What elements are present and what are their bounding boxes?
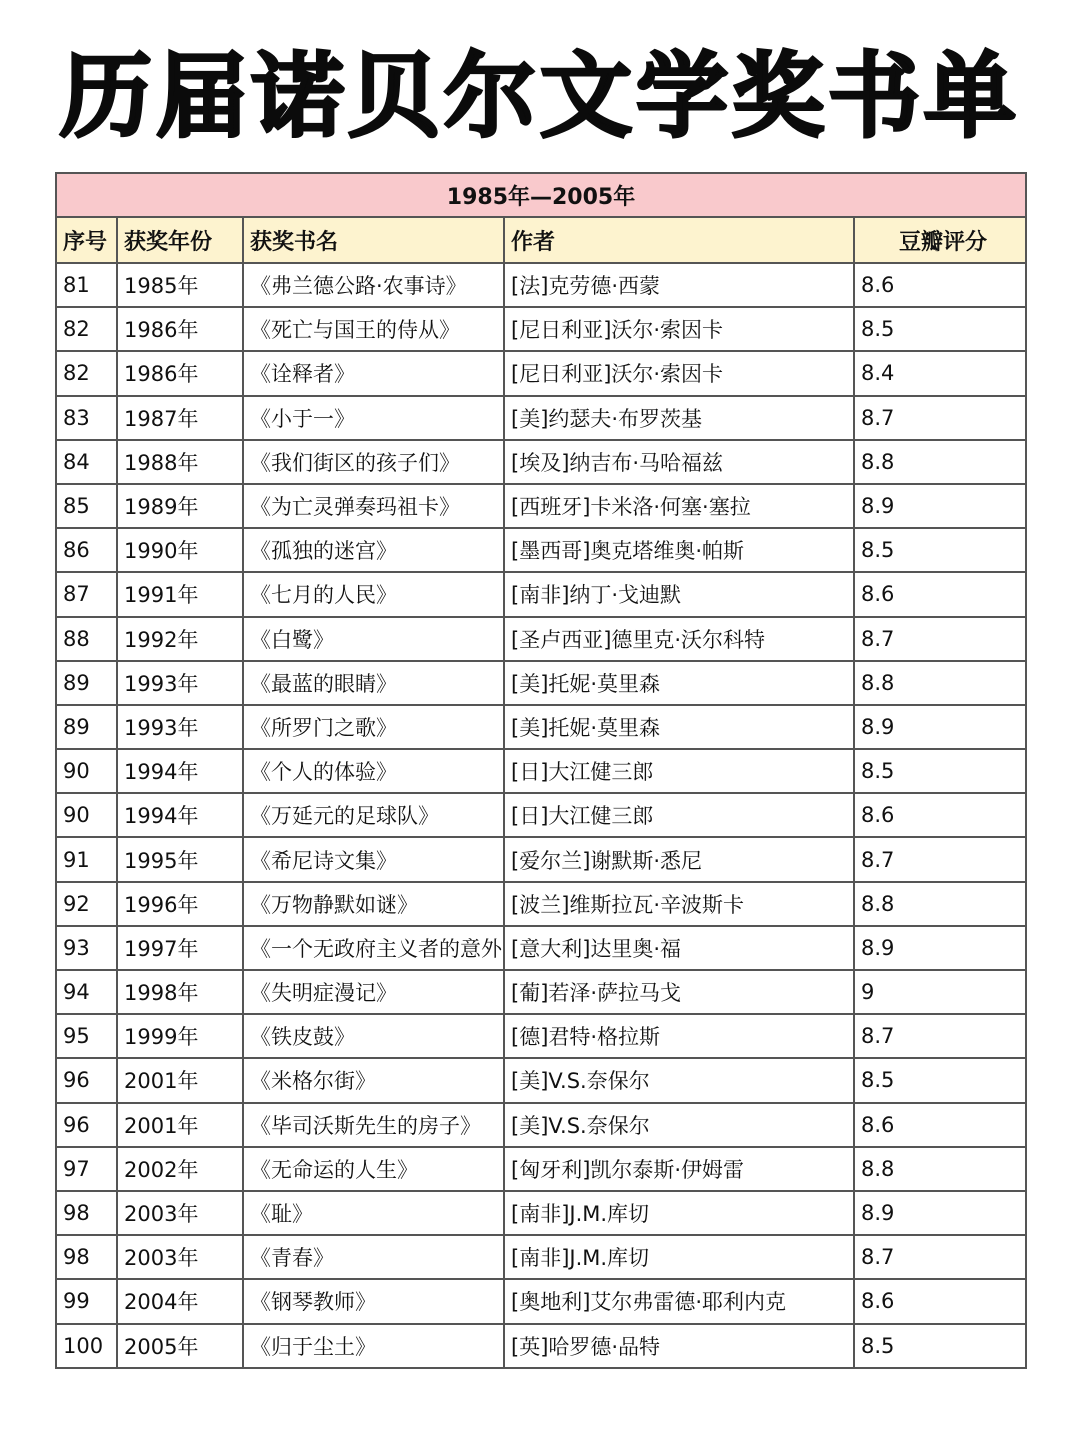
cell-year: 1993年 [117, 705, 243, 749]
cell-book: 《白鹭》 [243, 617, 504, 661]
cell-book: 《为亡灵弹奏玛祖卡》 [243, 484, 504, 528]
cell-rating: 8.9 [854, 705, 1026, 749]
cell-author: [英]哈罗德·品特 [504, 1324, 854, 1368]
column-header-book: 获奖书名 [243, 217, 504, 263]
table-row [56, 1324, 1026, 1368]
cell-author: [法]克劳德·西蒙 [504, 263, 854, 307]
cell-seq: 99 [56, 1279, 117, 1323]
cell-book: 《死亡与国王的侍从》 [243, 307, 504, 351]
period-label: 1985年—2005年 [56, 173, 1026, 217]
table-row [56, 484, 1026, 528]
cell-year: 1989年 [117, 484, 243, 528]
cell-book: 《耻》 [243, 1191, 504, 1235]
cell-year: 1986年 [117, 307, 243, 351]
cell-book: 《归于尘土》 [243, 1324, 504, 1368]
cell-year: 1986年 [117, 351, 243, 395]
table-row [56, 1235, 1026, 1279]
cell-rating: 8.8 [854, 882, 1026, 926]
book-list-table [55, 172, 1027, 1369]
cell-seq: 96 [56, 1103, 117, 1147]
cell-year: 1988年 [117, 440, 243, 484]
table-row [56, 263, 1026, 307]
table-row [56, 307, 1026, 351]
cell-book: 《失明症漫记》 [243, 970, 504, 1014]
cell-year: 2001年 [117, 1103, 243, 1147]
cell-rating: 8.6 [854, 572, 1026, 616]
cell-rating: 8.9 [854, 484, 1026, 528]
cell-book: 《最蓝的眼睛》 [243, 661, 504, 705]
cell-seq: 96 [56, 1058, 117, 1102]
cell-rating: 8.6 [854, 793, 1026, 837]
column-header-row [56, 217, 1026, 263]
cell-author: [尼日利亚]沃尔·索因卡 [504, 351, 854, 395]
cell-rating: 8.5 [854, 749, 1026, 793]
cell-book: 《毕司沃斯先生的房子》 [243, 1103, 504, 1147]
cell-seq: 98 [56, 1235, 117, 1279]
cell-rating: 8.7 [854, 396, 1026, 440]
cell-seq: 86 [56, 528, 117, 572]
cell-seq: 82 [56, 307, 117, 351]
cell-rating: 8.7 [854, 1235, 1026, 1279]
cell-book: 《钢琴教师》 [243, 1279, 504, 1323]
cell-year: 1994年 [117, 749, 243, 793]
cell-author: [日]大江健三郎 [504, 749, 854, 793]
cell-year: 1994年 [117, 793, 243, 837]
book-list-table-container [55, 172, 1025, 1369]
cell-year: 2004年 [117, 1279, 243, 1323]
column-header-author: 作者 [504, 217, 854, 263]
cell-author: [圣卢西亚]德里克·沃尔科特 [504, 617, 854, 661]
cell-rating: 8.5 [854, 1324, 1026, 1368]
cell-book: 《七月的人民》 [243, 572, 504, 616]
cell-rating: 8.5 [854, 307, 1026, 351]
cell-year: 1985年 [117, 263, 243, 307]
cell-author: [墨西哥]奥克塔维奥·帕斯 [504, 528, 854, 572]
cell-year: 1992年 [117, 617, 243, 661]
cell-year: 1996年 [117, 882, 243, 926]
cell-author: [南非]纳丁·戈迪默 [504, 572, 854, 616]
cell-rating: 8.5 [854, 528, 1026, 572]
table-row [56, 351, 1026, 395]
cell-rating: 8.7 [854, 617, 1026, 661]
cell-seq: 85 [56, 484, 117, 528]
cell-seq: 82 [56, 351, 117, 395]
cell-seq: 89 [56, 705, 117, 749]
table-row [56, 705, 1026, 749]
cell-book: 《希尼诗文集》 [243, 837, 504, 881]
cell-book: 《弗兰德公路·农事诗》 [243, 263, 504, 307]
cell-book: 《铁皮鼓》 [243, 1014, 504, 1058]
cell-seq: 81 [56, 263, 117, 307]
cell-seq: 84 [56, 440, 117, 484]
cell-year: 1991年 [117, 572, 243, 616]
table-row [56, 1058, 1026, 1102]
cell-author: [美]V.S.奈保尔 [504, 1058, 854, 1102]
cell-seq: 91 [56, 837, 117, 881]
cell-author: [埃及]纳吉布·马哈福兹 [504, 440, 854, 484]
cell-author: [美]托妮·莫里森 [504, 705, 854, 749]
table-row [56, 617, 1026, 661]
cell-book: 《米格尔街》 [243, 1058, 504, 1102]
cell-book: 《个人的体验》 [243, 749, 504, 793]
cell-author: [尼日利亚]沃尔·索因卡 [504, 307, 854, 351]
cell-author: [意大利]达里奥·福 [504, 926, 854, 970]
cell-author: [美]V.S.奈保尔 [504, 1103, 854, 1147]
table-row [56, 926, 1026, 970]
cell-author: [南非]J.M.库切 [504, 1235, 854, 1279]
table-row [56, 793, 1026, 837]
table-row [56, 1147, 1026, 1191]
cell-seq: 87 [56, 572, 117, 616]
cell-book: 《青春》 [243, 1235, 504, 1279]
cell-seq: 95 [56, 1014, 117, 1058]
cell-year: 1997年 [117, 926, 243, 970]
table-row [56, 528, 1026, 572]
cell-book: 《所罗门之歌》 [243, 705, 504, 749]
table-body [56, 263, 1026, 1368]
cell-author: [西班牙]卡米洛·何塞·塞拉 [504, 484, 854, 528]
cell-year: 1990年 [117, 528, 243, 572]
table-row [56, 749, 1026, 793]
cell-rating: 8.7 [854, 1014, 1026, 1058]
cell-rating: 8.8 [854, 661, 1026, 705]
cell-author: [爱尔兰]谢默斯·悉尼 [504, 837, 854, 881]
cell-year: 2001年 [117, 1058, 243, 1102]
cell-author: [德]君特·格拉斯 [504, 1014, 854, 1058]
cell-author: [奥地利]艾尔弗雷德·耶利内克 [504, 1279, 854, 1323]
cell-rating: 9 [854, 970, 1026, 1014]
table-row [56, 572, 1026, 616]
table-row [56, 1191, 1026, 1235]
cell-author: [日]大江健三郎 [504, 793, 854, 837]
table-row [56, 1014, 1026, 1058]
cell-rating: 8.6 [854, 1103, 1026, 1147]
period-header-row [56, 173, 1026, 217]
cell-seq: 90 [56, 749, 117, 793]
table-row [56, 1103, 1026, 1147]
cell-seq: 93 [56, 926, 117, 970]
cell-rating: 8.8 [854, 440, 1026, 484]
column-header-rating: 豆瓣评分 [854, 217, 1026, 263]
cell-seq: 97 [56, 1147, 117, 1191]
table-row [56, 1279, 1026, 1323]
cell-author: [南非]J.M.库切 [504, 1191, 854, 1235]
cell-year: 2002年 [117, 1147, 243, 1191]
cell-rating: 8.6 [854, 263, 1026, 307]
cell-book: 《小于一》 [243, 396, 504, 440]
cell-author: [葡]若泽·萨拉马戈 [504, 970, 854, 1014]
page-title: 历届诺贝尔文学奖书单 [59, 43, 1020, 150]
cell-year: 2003年 [117, 1191, 243, 1235]
table-row [56, 396, 1026, 440]
cell-book: 《我们街区的孩子们》 [243, 440, 504, 484]
column-header-seq: 序号 [56, 217, 117, 263]
cell-seq: 90 [56, 793, 117, 837]
cell-book: 《诠释者》 [243, 351, 504, 395]
cell-rating: 8.9 [854, 926, 1026, 970]
table-row [56, 882, 1026, 926]
cell-seq: 92 [56, 882, 117, 926]
cell-book: 《孤独的迷宫》 [243, 528, 504, 572]
cell-seq: 88 [56, 617, 117, 661]
cell-rating: 8.8 [854, 1147, 1026, 1191]
cell-year: 2003年 [117, 1235, 243, 1279]
cell-book: 《万延元的足球队》 [243, 793, 504, 837]
cell-book: 《万物静默如谜》 [243, 882, 504, 926]
table-row [56, 970, 1026, 1014]
cell-author: [美]托妮·莫里森 [504, 661, 854, 705]
cell-seq: 98 [56, 1191, 117, 1235]
cell-seq: 83 [56, 396, 117, 440]
cell-year: 1995年 [117, 837, 243, 881]
cell-year: 1993年 [117, 661, 243, 705]
column-header-year: 获奖年份 [117, 217, 243, 263]
cell-seq: 89 [56, 661, 117, 705]
cell-rating: 8.6 [854, 1279, 1026, 1323]
cell-book: 《无命运的人生》 [243, 1147, 504, 1191]
cell-seq: 100 [56, 1324, 117, 1368]
table-row [56, 440, 1026, 484]
cell-book: 《一个无政府主义者的意外 [243, 926, 504, 970]
cell-author: [美]约瑟夫·布罗茨基 [504, 396, 854, 440]
cell-author: [匈牙利]凯尔泰斯·伊姆雷 [504, 1147, 854, 1191]
cell-author: [波兰]维斯拉瓦·辛波斯卡 [504, 882, 854, 926]
table-row [56, 661, 1026, 705]
cell-seq: 94 [56, 970, 117, 1014]
cell-rating: 8.7 [854, 837, 1026, 881]
cell-rating: 8.5 [854, 1058, 1026, 1102]
cell-year: 1987年 [117, 396, 243, 440]
table-row [56, 837, 1026, 881]
cell-year: 1999年 [117, 1014, 243, 1058]
cell-year: 2005年 [117, 1324, 243, 1368]
cell-year: 1998年 [117, 970, 243, 1014]
cell-rating: 8.9 [854, 1191, 1026, 1235]
cell-rating: 8.4 [854, 351, 1026, 395]
